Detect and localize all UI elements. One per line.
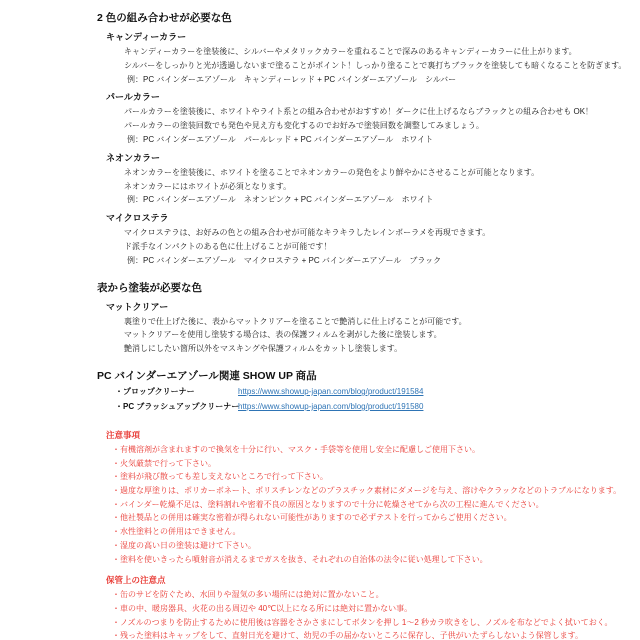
storage-item: ・缶のサビを防ぐため、水回りや湿気の多い場所には絶対に置かないこと。 <box>112 590 384 600</box>
pearl-example-line: 例：PC バインダーエアゾール パールレッド + PC バインダーエアゾール ホワイト <box>127 134 434 144</box>
candy-line-1: キャンディーカラーを塗装後に、シルバーやメタリックカラーを重ねることで深みのあるキャンディーカラーに仕上がります。 <box>124 47 577 56</box>
subheading-candy-color: キャンディーカラー <box>106 32 187 42</box>
heading-storage-notes: 保管上の注意点 <box>106 575 166 586</box>
heading-related-products: PC バインダーエアゾール関連 SHOW UP 商品 <box>97 369 317 382</box>
product-name-prop-cleaner: ・プロップクリーナー <box>115 386 195 396</box>
caution-item: ・塗料が飛び散っても差し支えないところで行って下さい。 <box>112 472 328 482</box>
product-link-brushup-cleaner[interactable]: https://www.showup-japan.com/blog/product/191580 <box>238 401 424 411</box>
subheading-pearl-color: パールカラー <box>106 92 160 103</box>
matt-line-3: 艶消しにしたい箇所以外をマスキングや保護フィルムをカットし塗装します。 <box>124 344 403 354</box>
neon-line-2: ネオンカラーにはホワイトが必須となります。 <box>124 181 292 191</box>
storage-item: ・車の中、暖房器具、火花の出る周辺や 40℃以上になる所には絶対に置かない事。 <box>112 603 413 613</box>
product-name-brushup-cleaner: ・PC ブラッシュアップクリーナー <box>115 401 240 411</box>
product-row-prop-cleaner <box>115 384 575 399</box>
caution-item: ・塗料を使いきったら噴射音が消えるまでガスを抜き、それぞれの自治体の法令に従い処理して下さい。 <box>112 554 488 564</box>
candy-example-line: 例：PC バインダーエアゾール キャンディーレッド + PC バインダーエアゾール シルバー <box>127 74 457 84</box>
neon-example-line: 例：PC バインダーエアゾール ネオンピンク + PC バインダーエアゾール ホワイト <box>127 195 434 205</box>
matt-line-2: マットクリアーを使用し塗装する場合は、表の保護フィルムを剥がした後に塗装します。 <box>124 330 442 340</box>
caution-item: ・湿度の高い日の塗装は避けて下さい。 <box>112 540 256 550</box>
matt-line-1: 裏塗りで仕上げた後に、表からマットクリアーを塗ることで艶消しに仕上げることが可能です。 <box>124 316 467 326</box>
storage-item: ・ノズルのつまりを防止するために使用後は容器をさかさまにしてボタンを押し 1～2 秒カラ吹きをし、ノズルを布などでよく拭いておく。 <box>112 617 613 627</box>
storage-item: ・残った塗料はキャップをして、直射日光を避けて、幼児の手の届かないところに保存し、子供がいたずらしないよう保管します。 <box>112 631 584 640</box>
product-row-brushup-cleaner <box>115 399 575 414</box>
micro-line-1: マイクロステラは、お好みの色との組み合わせが可能なキラキラしたレインボーラメを再現できます。 <box>124 228 491 238</box>
micro-example-line: 例：PC バインダーエアゾール マイクロステラ + PC バインダーエアゾール ブラック <box>127 255 442 265</box>
subheading-neon-color: ネオンカラー <box>106 152 161 163</box>
heading-two-color-combination: 2 色の組み合わせが必要な色 <box>97 12 232 24</box>
caution-item: ・水性塗料との併用はできません。 <box>112 527 241 537</box>
candy-line-2: シルバーをしっかりと光が透過しないまで塗ることがポイント！しっかり塗ることで裏打ちブラックを塗装しても暗くなることを防ぎます。 <box>124 60 627 70</box>
pearl-line-1: パールカラーを塗装後に、ホワイトやライト系との組み合わせがおすすめ！ダークに仕上げるならブラックとの組み合わせも OK！ <box>124 107 594 117</box>
heading-front-paint: 表から塗装が必要な色 <box>97 281 202 294</box>
subheading-micro-stella: マイクロステラ <box>106 213 169 224</box>
micro-line-2: ド派手なインパクトのある色に仕上げることが可能です！ <box>124 241 332 251</box>
pearl-line-2: パールカラーの塗装回数でも発色や見え方も変化するのでお好みで塗装回数を調整してみましょう。 <box>124 121 484 131</box>
document-content <box>97 10 627 640</box>
caution-item: ・過度な厚塗りは、ポリカーボネート、ポリスチレンなどのプラスチック素材にダメージを与え、溶けやクラックなどのトラブルになります。 <box>112 486 622 496</box>
neon-line-1: ネオンカラーを塗装後に、ホワイトを塗ることでネオンカラーの発色をより鮮やかにさせることが可能となります。 <box>124 167 540 177</box>
subheading-matt-clear: マットクリアー <box>106 301 169 312</box>
caution-item: ・有機溶剤が含まれますので換気を十分に行い、マスク・手袋等を使用し安全に配慮しご使用下さい。 <box>112 444 480 454</box>
heading-cautions: 注意事項 <box>106 429 141 440</box>
caution-item: ・バインダー乾燥不足は、塗料割れや密着不良の原因となりますので十分に乾燥させてから次の工程に進んでください。 <box>112 499 544 509</box>
caution-item: ・他社製品との併用は確実な密着が得られない可能性がありますので必ずテストを行ってからご使用ください。 <box>112 513 512 523</box>
product-link-prop-cleaner[interactable]: https://www.showup-japan.com/blog/product/191584 <box>238 386 424 396</box>
caution-item: ・火気厳禁で行って下さい。 <box>112 458 216 468</box>
